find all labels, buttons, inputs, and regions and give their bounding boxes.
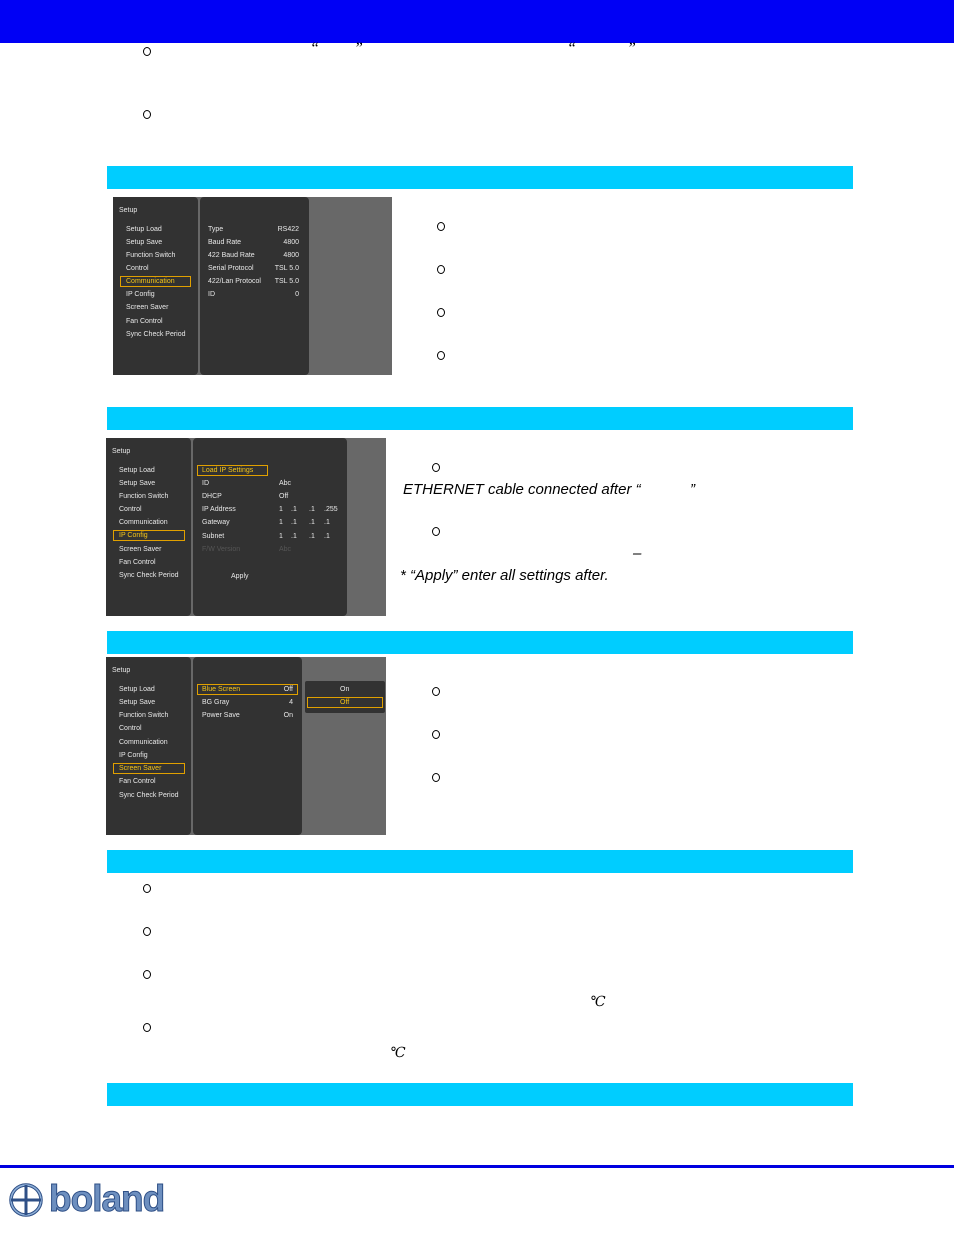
apply-button[interactable]: Apply	[231, 573, 249, 580]
menu-item[interactable]: Fan Control	[126, 318, 163, 325]
menu-item[interactable]: IP Config	[126, 291, 155, 298]
setting-label[interactable]: Gateway	[202, 519, 230, 526]
menu-item[interactable]: Setup Load	[126, 226, 162, 233]
setting-value[interactable]: 0	[295, 291, 299, 298]
open-quote: “	[567, 40, 576, 57]
setting-label[interactable]: BG Gray	[202, 699, 230, 706]
footer-line	[0, 1165, 954, 1168]
ip-octet[interactable]: .1	[291, 533, 297, 540]
setting-value[interactable]: RS422	[277, 226, 299, 233]
degree-celsius: ℃	[390, 1045, 406, 1061]
ip-octet[interactable]: 1	[279, 519, 283, 526]
menu-item-selected[interactable]: IP Config	[119, 532, 148, 539]
bullet-icon	[432, 527, 440, 536]
ethernet-note-close-quote: ”	[690, 481, 695, 498]
bullet-icon	[143, 970, 151, 979]
bullet-icon	[143, 110, 151, 119]
osd-options-panel	[305, 681, 385, 713]
menu-item[interactable]: Control	[126, 265, 149, 272]
osd-settings-panel	[200, 197, 309, 375]
section-bar-screen-saver	[107, 631, 853, 654]
ip-octet[interactable]: .1	[324, 519, 330, 526]
setting-label[interactable]: Power Save	[202, 712, 240, 719]
menu-item[interactable]: Control	[119, 725, 142, 732]
setting-label[interactable]: ID	[202, 480, 209, 487]
bullet-icon	[143, 1023, 151, 1032]
menu-item[interactable]: Screen Saver	[119, 546, 162, 553]
menu-item[interactable]: Fan Control	[119, 559, 156, 566]
ip-octet[interactable]: .1	[324, 533, 330, 540]
fw-version-value: Abc	[279, 546, 292, 553]
section-bar-ip-config	[107, 407, 853, 430]
menu-item[interactable]: Fan Control	[119, 778, 156, 785]
setting-label[interactable]: 422/Lan Protocol	[208, 278, 261, 285]
setting-label[interactable]: Serial Protocol	[208, 265, 254, 272]
bullet-icon	[437, 265, 445, 274]
menu-item[interactable]: Communication	[119, 739, 168, 746]
load-ip-settings[interactable]: Load IP Settings	[202, 467, 254, 474]
setting-label[interactable]: IP Address	[202, 506, 236, 513]
menu-item[interactable]: Function Switch	[119, 493, 169, 500]
osd-main-menu	[106, 657, 191, 835]
section-bar-sync-check	[107, 1083, 853, 1106]
bullet-icon	[143, 884, 151, 893]
osd-main-menu	[113, 197, 198, 375]
osd-screen-saver-menu	[106, 657, 386, 835]
setting-value-selected[interactable]: Off	[283, 686, 293, 693]
ip-octet[interactable]: .1	[291, 506, 297, 513]
setting-label[interactable]: 422 Baud Rate	[208, 252, 255, 259]
ip-octet[interactable]: 1	[279, 506, 283, 513]
boland-logo-icon	[8, 1182, 48, 1222]
setting-label[interactable]: Type	[208, 226, 224, 233]
degree-celsius: ℃	[590, 994, 606, 1010]
menu-item[interactable]: Sync Check Period	[126, 331, 186, 338]
bullet-icon	[437, 308, 445, 317]
menu-item-selected[interactable]: Screen Saver	[119, 765, 162, 772]
menu-item[interactable]: Setup Save	[119, 699, 156, 706]
ethernet-note: ETHERNET cable connected after “	[403, 481, 641, 498]
bullet-icon	[143, 927, 151, 936]
bullet-icon	[432, 687, 440, 696]
setting-label[interactable]: ID	[208, 291, 215, 298]
menu-item[interactable]: Function Switch	[126, 252, 176, 259]
bullet-icon	[437, 351, 445, 360]
fw-version-label: F/W Version	[202, 546, 241, 553]
menu-item[interactable]: Screen Saver	[126, 304, 169, 311]
setting-label[interactable]: DHCP	[202, 493, 222, 500]
menu-item[interactable]: Control	[119, 506, 142, 513]
osd-title: Setup	[112, 667, 131, 674]
menu-item[interactable]: Sync Check Period	[119, 572, 179, 579]
menu-item[interactable]: IP Config	[119, 752, 148, 759]
menu-item-selected[interactable]: Communication	[126, 278, 175, 285]
option-on[interactable]: On	[340, 686, 350, 693]
ip-octet[interactable]: 1	[279, 533, 283, 540]
menu-item[interactable]: Setup Save	[119, 480, 156, 487]
setting-value[interactable]: 4	[289, 699, 293, 706]
setting-value[interactable]: Abc	[279, 480, 292, 487]
ip-octet[interactable]: .1	[309, 519, 315, 526]
setting-value[interactable]: 4800	[283, 252, 299, 259]
setting-label-selected[interactable]: Blue Screen	[202, 686, 241, 693]
osd-title: Setup	[112, 448, 131, 455]
setting-label[interactable]: Baud Rate	[208, 239, 242, 246]
setting-value[interactable]: Off	[279, 493, 289, 500]
menu-item[interactable]: Function Switch	[119, 712, 169, 719]
menu-item[interactable]: Setup Save	[126, 239, 163, 246]
menu-item[interactable]: Communication	[119, 519, 168, 526]
osd-communication-menu	[113, 197, 392, 375]
setting-value[interactable]: TSL 5.0	[274, 265, 299, 272]
bullet-icon	[143, 47, 151, 56]
section-bar-fan-control	[107, 850, 853, 873]
boland-logo-text: boland	[49, 1178, 165, 1219]
bullet-icon	[432, 730, 440, 739]
bullet-icon	[432, 773, 440, 782]
menu-item[interactable]: Setup Load	[119, 467, 155, 474]
ip-octet[interactable]: .1	[309, 533, 315, 540]
osd-title: Setup	[119, 207, 138, 214]
open-quote: “	[310, 40, 319, 57]
setting-value[interactable]: On	[283, 712, 293, 719]
bullet-icon	[432, 463, 440, 472]
section-bar-communication	[107, 166, 853, 189]
close-quote: ”	[627, 40, 636, 57]
osd-settings-panel	[193, 438, 347, 616]
option-off-selected[interactable]: Off	[340, 699, 350, 706]
menu-item[interactable]: Sync Check Period	[119, 792, 179, 799]
osd-settings-panel	[193, 657, 302, 835]
setting-value[interactable]: TSL 5.0	[274, 278, 299, 285]
ip-octet[interactable]: .1	[309, 506, 315, 513]
setting-label[interactable]: Subnet	[202, 533, 225, 540]
menu-item[interactable]: Setup Load	[119, 686, 155, 693]
dash: –	[633, 545, 642, 562]
osd-ip-config-menu	[106, 438, 386, 616]
ip-octet[interactable]: .255	[324, 506, 338, 513]
setting-value[interactable]: 4800	[283, 239, 299, 246]
apply-note: * “Apply” enter all settings after.	[400, 567, 609, 584]
bullet-icon	[437, 222, 445, 231]
close-quote: ”	[354, 40, 363, 57]
ip-octet[interactable]: .1	[291, 519, 297, 526]
osd-main-menu	[106, 438, 191, 616]
header-bar	[0, 0, 954, 43]
